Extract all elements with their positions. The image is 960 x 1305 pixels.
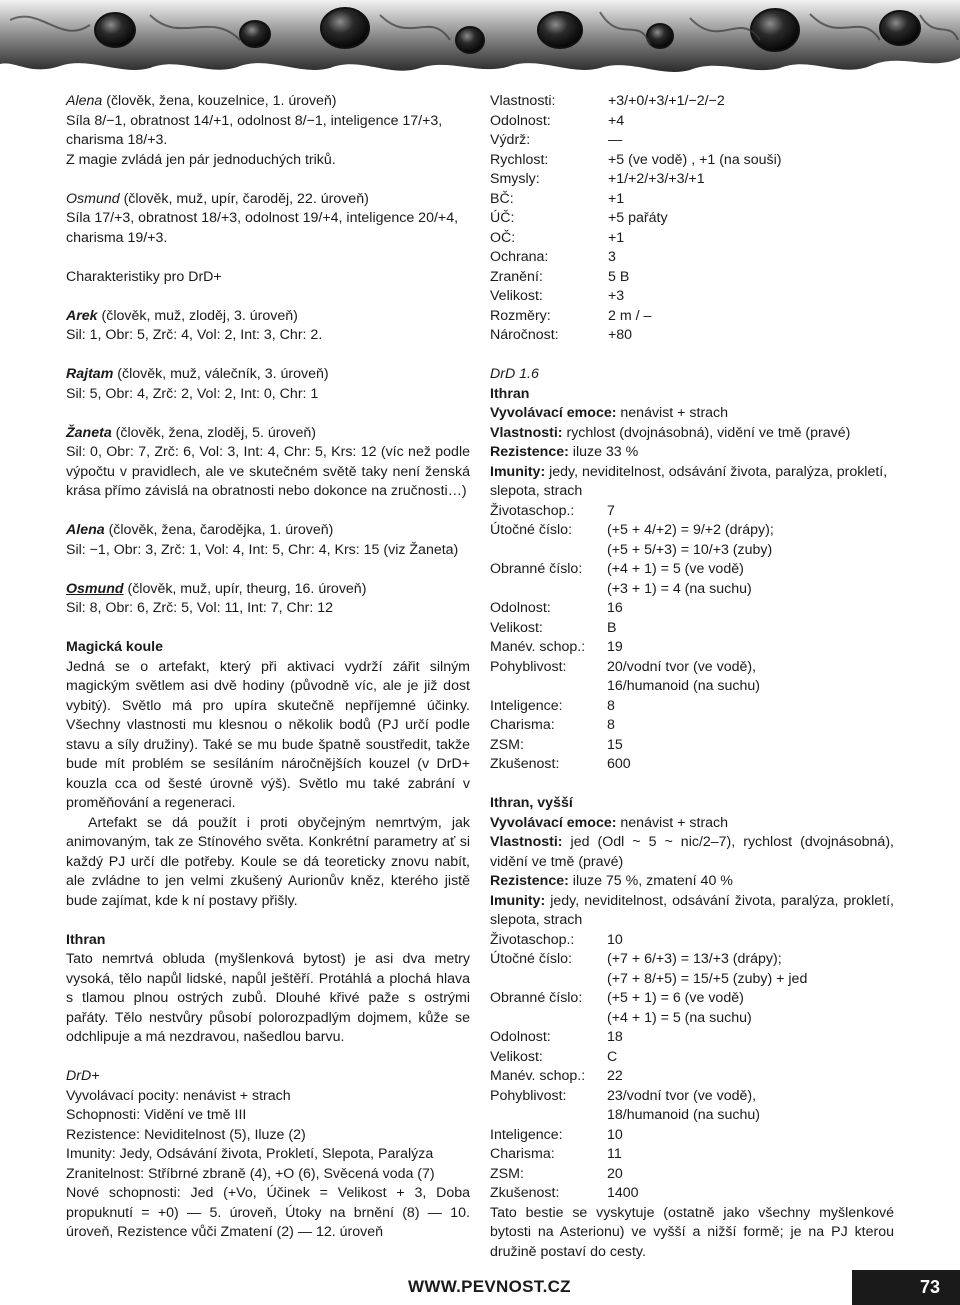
stat-label: OČ: [490, 229, 516, 246]
stat-label: Pohyblivost: [490, 1087, 567, 1104]
stat-value: 8 [607, 717, 615, 733]
field-value: nenávist + strach [616, 405, 729, 421]
stat-value: +80 [608, 327, 633, 343]
field-value: iluze 33 % [568, 444, 639, 460]
stat-value: +1/+2/+3/+3/+1 [608, 171, 705, 187]
footer-url[interactable]: WWW.PEVNOST.CZ [408, 1277, 571, 1296]
stat-row [490, 229, 894, 249]
magicka-koule-heading: Magická koule [66, 639, 163, 655]
field-label: Vlastnosti: [490, 424, 563, 441]
stat-value: +4 [608, 112, 625, 129]
field-value: nenávist + strach [616, 814, 729, 831]
character-name: Alena [66, 522, 105, 538]
stat-row [490, 1184, 894, 1204]
stat-label: Inteligence: [490, 697, 563, 714]
ornamental-eyes-border-icon [0, 0, 960, 78]
rajtam-stats: Sil: 5, Obr: 4, Zrč: 2, Vol: 2, Int: 0, Chr: 1 [66, 385, 319, 402]
page-number [852, 1270, 960, 1305]
stat-label: Velikost: [490, 1048, 543, 1065]
stat-label: Obranné číslo: [490, 561, 583, 577]
stat-value: 11 [607, 1146, 622, 1162]
ithran-note: Tato bestie se vyskytuje (ostatně jako všechny myšlenkové bytosti na Asterionu) ve vyšší a nižší formě; je na PJ kterou družině postaví do cesty. [490, 1204, 894, 1260]
osmund-stats: Síla 17/+3, obratnost 18/+3, odolnost 19/+4, inteligence 20/+4, charisma 19/+3. [66, 210, 459, 246]
magicka-koule-paragraph: Jedná se o artefakt, který při aktivaci vydrží zářit silným magickým světlem asi dvě hodiny (původně víc, ale je již dost vybitý). Světlo má pro upíra skutečně nepříjemné účinky. Všechny vlastnosti mu klesnou o několik bodů (PJ určí podle stavu a síly družiny). Také se mu bude špatně soustředit, takže bude mít problém se sesíláním náročnějších kouzel (v DrD+ kouzla cca od šesté úrovně výš). Světlo mu také zabrání v proměňování a regeneraci. [66, 658, 470, 811]
field-value: jedy, neviditelnost, odsávání života, paralýza, prokletí, slepota, strach [490, 892, 894, 928]
stat-value: 16/humanoid (na suchu) [607, 678, 761, 694]
stat-label: Útočné číslo: [490, 522, 573, 538]
decorative-banner [0, 0, 960, 78]
stat-value: 1400 [607, 1185, 639, 1201]
stat-value: (+3 + 1) = 4 (na suchu) [607, 580, 752, 597]
stat-value: 20/vodní tvor (ve vodě), [607, 658, 757, 675]
osmund2-entry [66, 580, 470, 600]
stat-value: +1 [608, 190, 625, 207]
ithran-heading: Ithran [66, 931, 106, 948]
field-value: jed (Odl ~ 5 ~ nic/2–7), rychlost (dvojnásobná), vidění ve tmě (pravé) [490, 834, 894, 870]
stat-value: +3/+0/+3/+1/−2/−2 [608, 93, 725, 109]
stat-label: Pohyblivost: [490, 658, 567, 675]
character-name: Alena [66, 93, 103, 109]
stat-row [490, 1048, 894, 1068]
stat-row [490, 131, 894, 151]
stat-row [490, 638, 894, 658]
stat-label [490, 541, 607, 561]
character-name: Žaneta [66, 424, 112, 441]
stat-label: BČ: [490, 190, 514, 207]
stat-value: (+4 + 1) = 5 (ve vodě) [607, 561, 744, 577]
field-value: jedy, neviditelnost, odsávání života, paralýza, prokletí, slepota, strach [490, 463, 888, 499]
field-label: Vlastnosti: [490, 834, 563, 850]
stat-label [490, 970, 607, 990]
stat-value: 3 [608, 249, 616, 265]
stat-value: +3 [608, 288, 625, 304]
osmund-entry [66, 190, 470, 210]
drd-plus-heading: DrD+ [66, 1068, 100, 1084]
field-label: Rezistence: [490, 444, 569, 460]
stat-label: Odolnost: [490, 600, 551, 616]
stat-value: +1 [608, 229, 625, 246]
stat-value: 600 [607, 756, 631, 772]
stat-row [490, 112, 894, 132]
field-value: rychlost (dvojnásobná), vidění ve tmě (pravé) [562, 424, 851, 441]
stat-value: 20 [607, 1165, 623, 1182]
stat-value: 22 [607, 1068, 623, 1084]
stat-row [490, 502, 894, 522]
resistance-line [490, 872, 894, 892]
stat-row [490, 950, 894, 970]
stat-row [490, 248, 894, 268]
character-desc: (člověk, žena, kouzelnice, 1. úroveň) [102, 93, 337, 109]
character-name: Rajtam [66, 366, 114, 382]
stat-row [490, 1165, 894, 1185]
stat-value: 10 [607, 931, 623, 948]
stat-label: Odolnost: [490, 112, 551, 129]
stat-row [490, 326, 894, 346]
stat-label: Rozměry: [490, 307, 551, 324]
character-name: Osmund [66, 580, 124, 597]
stat-row [490, 92, 894, 112]
stat-row [490, 521, 894, 541]
character-desc: (člověk, muž, válečník, 3. úroveň) [113, 366, 329, 382]
stat-value: 18/humanoid (na suchu) [607, 1107, 761, 1123]
stat-value: (+4 + 1) = 5 (na suchu) [607, 1009, 752, 1026]
stat-label: Obranné číslo: [490, 990, 583, 1006]
stat-value: — [608, 132, 623, 148]
stat-label: Velikost: [490, 288, 543, 304]
alena-magic-note: Z magie zvládá jen pár jednoduchých triků. [66, 151, 336, 168]
ithran-description: Tato nemrtvá obluda (myšlenková bytost) je asi dva metry vysoká, tělo napůl lidské, napůl ještěří. Protáhlá a plochá hlava s tlamou plnou ostrých zubů. Dlouhé křivé paže s ostrými pařáty. Tělo nestvůry působí polorozpadlým dojmem, kůže se odchlipuje a má nezdravou, našedlou barvu. [66, 951, 470, 1045]
stat-row [490, 307, 894, 327]
stat-label: Útočné číslo: [490, 951, 573, 967]
arek-entry [66, 307, 470, 327]
immunity-line [490, 463, 894, 502]
page-number-text: 73 [919, 1277, 940, 1297]
stat-value: 15 [607, 736, 623, 753]
field-label: Vyvolávací emoce: [490, 405, 617, 421]
arek-stats: Sil: 1, Obr: 5, Zrč: 4, Vol: 2, Int: 3, Chr: 2. [66, 327, 323, 343]
alena2-entry [66, 521, 470, 541]
drd16-stat-block [490, 365, 894, 775]
creature-name: Ithran, vyšší [490, 795, 573, 811]
section-heading-drd-plus: Charakteristiky pro DrD+ [66, 268, 222, 285]
stat-label [490, 580, 607, 600]
properties-line [490, 833, 894, 872]
stat-label: Zkušenost: [490, 1185, 560, 1201]
stat-label: Vlastnosti: [490, 93, 556, 109]
drd-plus-line: Zranitelnost: Stříbrné zbraně (4), +O (6), Svěcená voda (7) [66, 1165, 435, 1182]
stat-label: ZSM: [490, 736, 524, 753]
stat-row [490, 658, 894, 678]
stat-row [490, 541, 894, 561]
stat-row [490, 599, 894, 619]
drd16-heading: DrD 1.6 [490, 366, 539, 382]
immunity-line [490, 892, 894, 931]
stat-value: (+5 + 4/+2) = 9/+2 (drápy); [607, 522, 774, 538]
stat-row [490, 1009, 894, 1029]
stat-row [490, 970, 894, 990]
ithran-vyssi-stat-block [490, 794, 894, 1262]
field-label: Imunity: [490, 892, 546, 909]
character-desc: (člověk, muž, upír, čaroděj, 22. úroveň) [119, 190, 369, 207]
drd-plus-line: Nové schopnosti: Jed (+Vo, Účinek = Velikost + 3, Doba propuknutí = +0) — 5. úroveň, Útoky na brnění (8) — 10. úroveň, Rezistence vůči Zmatení (2) — 12. úroveň [66, 1185, 470, 1240]
stat-value: 23/vodní tvor (ve vodě), [607, 1087, 757, 1104]
stat-row [490, 1126, 894, 1146]
field-value: iluze 75 %, zmatení 40 % [568, 873, 733, 889]
magicka-koule-paragraph: Artefakt se dá použít i proti obyčejným nemrtvým, jak animovaným, tak ze Stínového světa. Konkrétní parametry ať si každý PJ určí dle potřeby. Koule se dá teoreticky znovu nabít, ale zvládne to jen velmi zkušený Aurionův kněz, kterého jistě bude zajímat, kde k ní postavy přišly. [66, 814, 470, 909]
stat-label: Náročnost: [490, 327, 559, 343]
stat-value: (+7 + 6/+3) = 13/+3 (drápy); [607, 951, 782, 967]
stat-label: Životaschop.: [490, 502, 575, 519]
zaneta-entry [66, 424, 470, 444]
stat-row [490, 170, 894, 190]
stat-value: (+7 + 8/+5) = 15/+5 (zuby) + jed [607, 970, 808, 987]
stat-value: 7 [607, 502, 615, 519]
field-label: Vyvolávací emoce: [490, 814, 617, 831]
stat-value: 16 [607, 600, 623, 616]
stat-label: Inteligence: [490, 1126, 563, 1143]
stat-row [490, 190, 894, 210]
stat-value: (+5 + 5/+3) = 10/+3 (zuby) [607, 541, 773, 558]
stat-row [490, 209, 894, 229]
stat-label [490, 1106, 607, 1126]
stat-row [490, 736, 894, 756]
stat-value: B [607, 619, 617, 636]
right-column [490, 92, 894, 1262]
stat-row [490, 619, 894, 639]
alena2-stats: Sil: −1, Obr: 3, Zrč: 1, Vol: 4, Int: 5, Chr: 4, Krs: 15 (viz Žaneta) [66, 541, 459, 558]
stat-label [490, 1009, 607, 1029]
drd-plus-stat-block [490, 92, 894, 346]
stat-row [490, 989, 894, 1009]
creature-name: Ithran [490, 385, 530, 402]
drd-plus-line: Schopnosti: Vidění ve tmě III [66, 1107, 247, 1123]
stat-value: 10 [607, 1126, 623, 1143]
character-desc: (člověk, muž, upír, theurg, 16. úroveň) [123, 580, 367, 597]
stat-value: (+5 + 1) = 6 (ve vodě) [607, 990, 744, 1006]
drd-plus-line: Vyvolávací pocity: nenávist + strach [66, 1087, 291, 1104]
field-label: Rezistence: [490, 873, 569, 889]
stat-label: Manév. schop.: [490, 1068, 586, 1084]
alena-entry [66, 92, 470, 112]
zaneta-stats: Sil: 0, Obr: 7, Zrč: 6, Vol: 3, Int: 4, Chr: 5, Krs: 12 (víc než podle výpočtu v pravidlech, ale ve skutečném světě taky není ženská krása přímo závislá na obratnosti nebo dokonce na zručnosti…) [66, 444, 470, 499]
rajtam-entry [66, 365, 470, 385]
alena-stats: Síla 8/−1, obratnost 14/+1, odolnost 8/−1, inteligence 17/+3, charisma 18/+3. [66, 112, 443, 148]
stat-row [490, 716, 894, 736]
properties-line [490, 424, 894, 444]
stat-row [490, 1106, 894, 1126]
stat-value: C [607, 1048, 618, 1065]
stat-value: +5 pařáty [608, 210, 668, 226]
stat-label: Rychlost: [490, 151, 549, 168]
stat-row [490, 1087, 894, 1107]
stat-row [490, 151, 894, 171]
stat-label [490, 677, 607, 697]
left-column [66, 92, 470, 1243]
stat-row [490, 560, 894, 580]
stat-label: Odolnost: [490, 1029, 551, 1045]
stat-value: 2 m / – [608, 307, 652, 324]
stat-row [490, 1067, 894, 1087]
stat-row [490, 268, 894, 288]
stat-label: Manév. schop.: [490, 639, 586, 655]
stat-label: Výdrž: [490, 132, 531, 148]
stat-row [490, 580, 894, 600]
character-name: Osmund [66, 190, 120, 207]
stat-label: Velikost: [490, 619, 543, 636]
stat-label: ÚČ: [490, 210, 515, 226]
stat-value: 19 [607, 639, 623, 655]
stat-row [490, 1145, 894, 1165]
stat-row [490, 1028, 894, 1048]
stat-label: Zranění: [490, 268, 543, 285]
stat-row [490, 287, 894, 307]
stat-value: 18 [607, 1029, 623, 1045]
stat-label: ZSM: [490, 1165, 524, 1182]
drd-plus-line: Rezistence: Neviditelnost (5), Iluze (2) [66, 1126, 306, 1143]
character-desc: (člověk, muž, zloděj, 3. úroveň) [97, 307, 298, 324]
osmund2-stats: Sil: 8, Obr: 6, Zrč: 5, Vol: 11, Int: 7, Chr: 12 [66, 600, 334, 616]
stat-label: Charisma: [490, 1146, 555, 1162]
field-label: Imunity: [490, 463, 546, 480]
stat-value: +5 (ve vodě) , +1 (na souši) [608, 151, 782, 168]
stat-label: Zkušenost: [490, 756, 560, 772]
emotion-line [490, 404, 894, 424]
stat-row [490, 697, 894, 717]
stat-row [490, 931, 894, 951]
stat-label: Charisma: [490, 717, 555, 733]
stat-label: Životaschop.: [490, 931, 575, 948]
stat-value: 5 B [608, 268, 630, 285]
resistance-line [490, 443, 894, 463]
drd-plus-line: Imunity: Jedy, Odsávání života, Prokletí, Slepota, Paralýza [66, 1146, 434, 1162]
stat-label: Smysly: [490, 171, 540, 187]
stat-label: Ochrana: [490, 249, 549, 265]
character-desc: (člověk, žena, zloděj, 5. úroveň) [111, 424, 316, 441]
stat-row [490, 677, 894, 697]
stat-value: 8 [607, 697, 615, 714]
emotion-line [490, 814, 894, 834]
stat-row [490, 755, 894, 775]
character-desc: (člověk, žena, čarodějka, 1. úroveň) [104, 522, 334, 538]
character-name: Arek [66, 307, 98, 324]
